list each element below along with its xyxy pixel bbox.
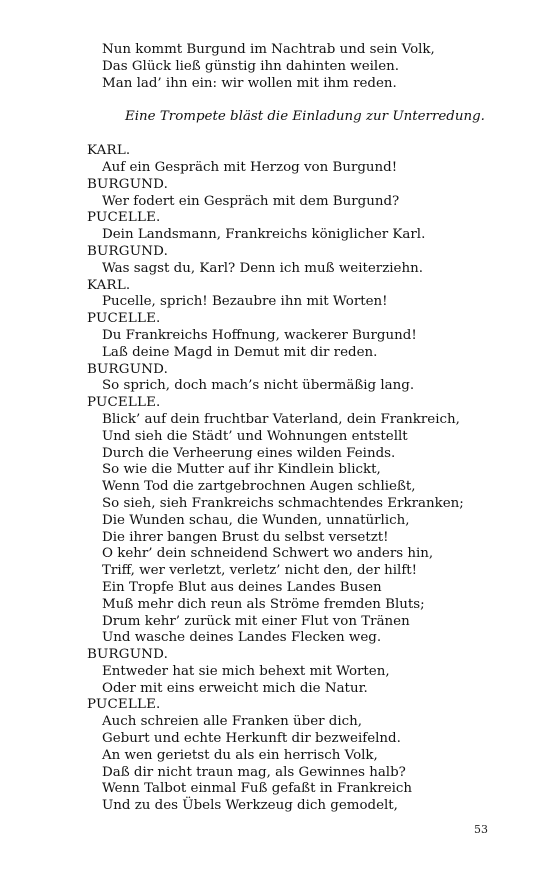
verse-line: Dein Landsmann, Frankreichs königlicher Karl. (102, 227, 426, 243)
verse-line: Pucelle, sprich! Bezaubre ihn mit Worten! (102, 294, 388, 310)
verse-line: Wenn Talbot einmal Fuß gefaßt in Frankreich (102, 781, 413, 797)
speaker-name: PUCELLE. (87, 395, 161, 411)
verse-line: Entweder hat sie mich behext mit Worten, (102, 663, 390, 679)
speaker-name: BURGUND. (87, 176, 169, 192)
verse-line: Drum kehr’ zurück mit einer Flut von Tränen (102, 613, 410, 629)
verse-line: An wen gerietst du als ein herrisch Volk, (102, 747, 378, 763)
stanza-gap (87, 92, 487, 109)
speaker-name: BURGUND. (87, 243, 169, 259)
speaker-name: PUCELLE. (87, 697, 161, 713)
verse-line: Du Frankreichs Hoffnung, wackerer Burgund! (102, 327, 417, 343)
speaker-name: KARL. (87, 277, 131, 293)
verse-line: Ein Tropfe Blut aus deines Landes Busen (102, 579, 382, 595)
speaker-name: BURGUND. (87, 647, 169, 663)
speaker-name: PUCELLE. (87, 210, 161, 226)
verse-line: Auch schreien alle Franken über dich, (102, 714, 363, 730)
speaker-name: PUCELLE. (87, 311, 161, 327)
play-text (87, 42, 487, 815)
verse-line: Daß dir nicht traun mag, als Gewinnes halb? (102, 764, 406, 780)
verse-line: Die Wunden schau, die Wunden, unnatürlich, (102, 512, 410, 528)
verse-line: Blick’ auf dein fruchtbar Vaterland, dein Frankreich, (102, 411, 460, 427)
verse-line: So wie die Mutter auf ihr Kindlein blickt, (102, 462, 381, 478)
speaker-name: KARL. (87, 143, 131, 159)
verse-line: Und wasche deines Landes Flecken weg. (102, 630, 382, 646)
verse-line: Man lad’ ihn ein: wir wollen mit ihm reden. (102, 75, 397, 91)
verse-line: Nun kommt Burgund im Nachtrab und sein Volk, (102, 42, 435, 57)
verse-line: Wer fodert ein Gespräch mit dem Burgund? (102, 193, 400, 209)
verse-line: Das Glück ließ günstig ihn dahinten weilen. (102, 58, 400, 74)
verse-line: So sprich, doch mach’s nicht übermäßig lang. (102, 378, 415, 394)
verse-line: Triff, wer verletzt, verletz’ nicht den, der hilft! (102, 563, 418, 579)
verse-line: Auf ein Gespräch mit Herzog von Burgund! (102, 159, 398, 175)
verse-line: Muß mehr dich reun als Ströme fremden Bluts; (102, 596, 425, 612)
verse-line: Wenn Tod die zartgebrochnen Augen schließt, (102, 479, 416, 495)
verse-line: Durch die Verheerung eines wilden Feinds. (102, 445, 396, 461)
verse-line: Und sieh die Städt’ und Wohnungen entstellt (102, 428, 408, 444)
speaker-name: BURGUND. (87, 361, 169, 377)
page-number: 53 (474, 823, 488, 836)
verse-line: Was sagst du, Karl? Denn ich muß weiterziehn. (102, 260, 423, 276)
verse-line: Und zu des Übels Werkzeug dich gemodelt, (102, 798, 398, 814)
verse-line: O kehr’ dein schneidend Schwert wo anders hin, (102, 546, 434, 562)
stanza-gap (87, 126, 487, 143)
verse-line: So sieh, sieh Frankreichs schmachtendes Erkranken; (102, 495, 464, 511)
verse-line: Die ihrer bangen Brust du selbst versetzt! (102, 529, 389, 545)
verse-line: Geburt und echte Herkunft dir bezweifelnd. (102, 731, 401, 747)
stage-direction: Eine Trompete bläst die Einladung zur Unterredung. (125, 109, 485, 125)
verse-line: Oder mit eins erweicht mich die Natur. (102, 680, 368, 696)
verse-line: Laß deine Magd in Demut mit dir reden. (102, 344, 378, 360)
